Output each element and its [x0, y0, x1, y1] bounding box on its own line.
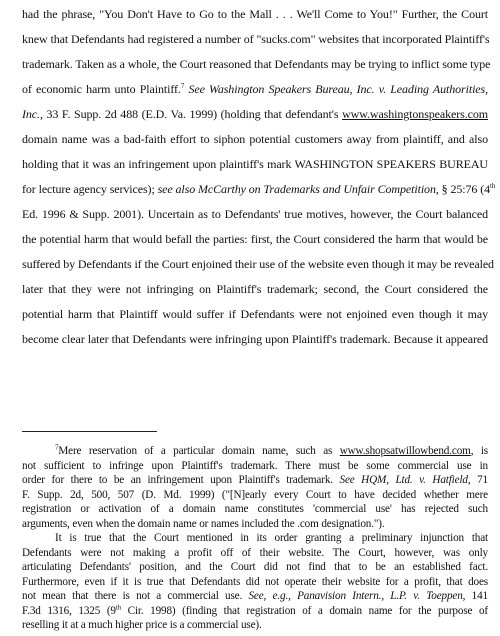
body-line-5: Inc., 33 F. Supp. 2d 488 (E.D. Va. 1999) (holding that defendant's www.washingtonspeakers.com [22, 107, 488, 121]
footnote-line: arguments, even when the domain name or names included the .com designation."). [22, 517, 385, 530]
footnote-line: F. Supp. 2d, 500, 507 (D. Md. 1999) ("[N]early every Court to have decided whether mere [22, 488, 488, 501]
body-line-2: knew that Defendants had registered a number of "sucks.com" websites that incorporated Plaintiff's [22, 32, 490, 46]
body-text: of economic harm unto Plaintiff. [22, 82, 181, 96]
body-line-6: domain name was a bad-faith effort to siphon potential customers away from plaintiff, and also [22, 132, 488, 146]
footnote-line: $^7$Mere reservation of a particular domain name, such as www.shopsatwillowbend.com, is [55, 443, 488, 457]
body-line-13: potential harm that Plaintiff would suffer if Defendants were not enjoined even though it may [22, 307, 488, 321]
footnote-line: It is true that the Court mentioned in its order granting a preliminary injunction that [55, 532, 488, 544]
footnote-7 [22, 444, 488, 633]
citation: See Washington Speakers Bureau, Inc. v. Leading Authorities, [188, 82, 489, 96]
body-line-7: holding that it was an infringement upon plaintiff's mark WASHINGTON SPEAKERS BUREAU [22, 157, 488, 171]
footnote-line: Furthermore, even if it is true that Defendants did not operate their website for a profit, that does [22, 575, 488, 588]
body-line-11: suffered by Defendants if the Court enjoined their use of the website even though it may be revealed [22, 257, 494, 271]
citation: See, e.g., Panavision Intern., L.P. v. Toeppen [248, 590, 463, 602]
footnote-line: not sufficient to infringe upon Plaintiff's trademark. There must be some commercial use in [22, 459, 488, 472]
footnote-line: registration or activation of a domain name constitutes 'commercial use' has rejected such [22, 503, 488, 515]
body-line-10: the potential harm that would befall the parties: first, the Court considered the harm that would be [22, 232, 488, 246]
body-line-14: become clear later that Defendants were infringing upon Plaintiff's trademark. Because it appeared [22, 332, 488, 346]
citation: See HQM, Ltd. v. Hatfield [339, 474, 468, 486]
body-line-4 [22, 83, 488, 108]
footnote-line: Defendants were not making a profit off of their website. The Court, however, was only [22, 546, 488, 559]
body-line-9: Ed. 1996 & Supp. 2001). Uncertain as to Defendants' true motives, however, the Court balanced [22, 207, 488, 221]
footnote-line: reselling it at a much higher price is a commercial use). [22, 619, 262, 631]
citation: Inc. [22, 107, 40, 121]
body-line-8: for lecture agency services); see also McCarthy on Trademarks and Unfair Competition, § 25:76 (4th [22, 182, 496, 196]
url-link[interactable]: www.shopsatwillowbend.com [339, 445, 471, 457]
footnote-marker: 7 [55, 443, 59, 452]
footnote-line: F.3d 1316, 1325 (9th Cir. 1998) (finding that registration of a domain name for the purpose of [22, 602, 488, 617]
body-line-12: later that they were not infringing on Plaintiff's trademark; second, the Court considered the [22, 282, 488, 296]
url-link[interactable]: www.washingtonspeakers.com [342, 107, 488, 121]
footnote-line: not mean that there is not a commercial use. See, e.g., Panavision Intern., L.P. v. Toeppen, 141 [22, 590, 488, 602]
footnote-divider [22, 431, 157, 432]
footnote-ref[interactable]: 7 [180, 82, 185, 90]
footnote-line: articulating Defendants' position, and the Court did not find that to be an established fact. [22, 561, 488, 573]
footnote-line: order for there to be an infringement upon Plaintiff's trademark. See HQM, Ltd. v. Hatfield, 71 [22, 474, 489, 486]
citation: see also McCarthy on Trademarks and Unfair Competition [157, 182, 436, 196]
body-line-3: trademark. Taken as a whole, the Court reasoned that Defendants may be trying to inflict some type [22, 57, 491, 71]
body-line-1: had the phrase, "You Don't Have to Go to the Mall . . . We'll Come to You!" Further, the Court [22, 7, 488, 21]
opinion-body [22, 7, 496, 358]
